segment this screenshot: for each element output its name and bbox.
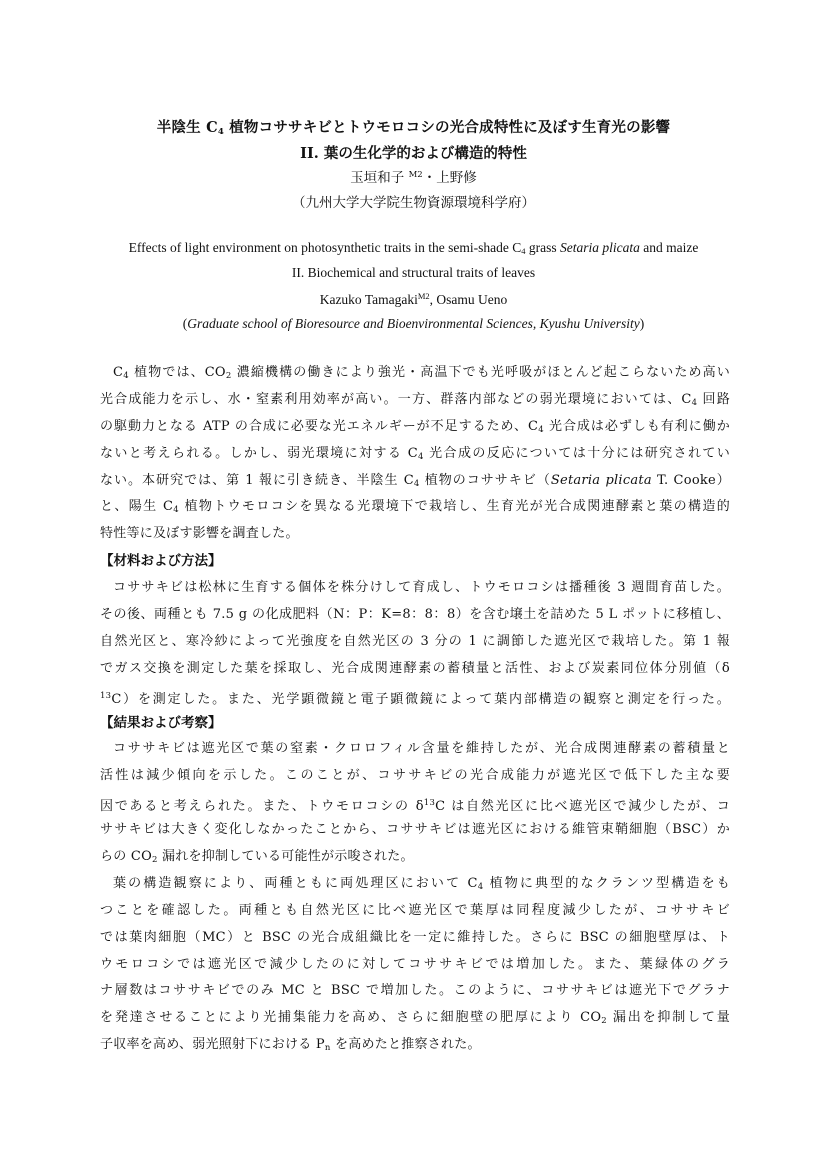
subscript: 2 <box>152 855 158 866</box>
text: ないと考えられる。しかし、弱光環境に対する C <box>100 445 418 461</box>
title-text: 半陰生 C <box>156 119 218 136</box>
methods-line: 自然光区と、寒冷紗によって光強度を自然光区の 3 分の 1 に調節した遮光区で栽培した。第 1 報 <box>100 633 730 649</box>
results-line: では葉肉細胞（MC）と BSC の光合成組織比を一定に維持した。さらに BSC の細胞壁厚は、ト <box>100 929 730 945</box>
text: C は自然光区に比べ遮光区で減少したが、コ <box>435 799 730 815</box>
author-name: , Osamu Ueno <box>429 292 508 307</box>
species-name: Setaria plicata <box>550 472 652 488</box>
text: 濃縮機構の働きにより強光・高温下でも光呼吸がほとんど起こらないため高い <box>231 365 730 380</box>
english-title-line-1 <box>60 240 767 256</box>
affiliation-text: Graduate school of Bioresource and Bioenvironmental Sciences, Kyushu University <box>187 316 640 331</box>
results-heading: 【結果および考察】 <box>100 714 222 731</box>
text: T. Cooke） <box>651 472 730 488</box>
text: の駆動力となる ATP の合成に必要な光エネルギーが不足するため、C <box>100 418 539 434</box>
subscript: 4 <box>521 246 526 256</box>
intro-line <box>100 414 730 441</box>
text: 植物トウモロコシを異なる光環境下で栽培し、生育光が光合成関連酵素と葉の構造的 <box>178 499 730 515</box>
intro-line <box>100 468 730 495</box>
methods-heading: 【材料および方法】 <box>100 553 222 570</box>
subscript: n <box>324 1043 331 1054</box>
title-text: and maize <box>639 240 699 255</box>
text: 植物に典型的なクランツ型構造をも <box>483 875 730 891</box>
text: と、陽生 C <box>100 499 174 515</box>
results-line <box>100 1032 730 1059</box>
intro-line <box>100 360 730 387</box>
text: 光合成は必ずしも有利に働か <box>543 418 730 434</box>
results-line <box>100 844 730 871</box>
text: 漏れを抑制している可能性が示唆された。 <box>157 849 414 865</box>
subscript: 2 <box>601 1016 607 1027</box>
text: 葉の構造観察により、両種ともに両処理区において C <box>113 875 478 891</box>
subscript: 4 <box>173 505 179 516</box>
text: 植物のコササキビ（ <box>419 472 551 488</box>
subscript: 4 <box>691 397 698 408</box>
text: 回路 <box>697 391 730 407</box>
intro-line: 特性等に及ぼす影響を調査した。 <box>100 526 299 542</box>
text: C）を測定した。また、光学顕微鏡と電子顕微鏡によって葉内部構造の観察と測定を行った。 <box>111 691 730 707</box>
subscript: 4 <box>217 127 224 137</box>
text: 光合成能力を示し、水・窒素利用効率が高い。一方、群落内部などの弱光環境においては、C <box>100 391 692 407</box>
english-title-line-2: II. Biochemical and structural traits of leaves <box>291 265 536 280</box>
paren: ) <box>639 316 645 331</box>
japanese-title-line-2: II. 葉の生化学的および構造的特性 <box>300 145 527 162</box>
text: 植物では、CO <box>128 365 226 380</box>
title-text: Effects of light environment on photosynthetic traits in the semi-shade C <box>128 240 522 255</box>
results-line <box>100 871 730 898</box>
results-line <box>100 1005 730 1032</box>
text: らの CO <box>100 849 152 865</box>
methods-line <box>100 683 730 710</box>
text: 光合成の反応については十分には研究されてい <box>423 445 730 461</box>
superscript: M2 <box>408 170 423 180</box>
subscript: 4 <box>123 371 129 381</box>
text: 因であると考えられた。また、トウモロコシの δ <box>100 799 424 815</box>
methods-line: でガス交換を測定した葉を採取し、光合成関連酵素の蓄積量と活性、および炭素同位体分別値（δ <box>100 660 730 676</box>
subscript: 2 <box>225 371 232 381</box>
methods-line: コササキビは松林に生育する個体を株分けして育成し、トウモロコシは播種後 3 週間育苗した。 <box>113 580 730 596</box>
author-name: 玉垣和子 <box>350 170 409 186</box>
paren: ( <box>182 316 188 331</box>
superscript: M2 <box>417 291 430 301</box>
text: 子収率を高め、弱光照射下における P <box>100 1037 325 1053</box>
title-text: grass <box>525 240 561 255</box>
text: ない。本研究では、第 1 報に引き続き、半陰生 C <box>100 472 414 488</box>
japanese-title-line-1 <box>60 116 767 137</box>
author-name: ・上野修 <box>422 170 477 186</box>
results-line: つことを確認した。両種とも自然光区に比べ遮光区で葉厚は同程度減少したが、コササキビ <box>100 902 730 918</box>
subscript: 4 <box>413 478 420 489</box>
results-line <box>100 790 730 817</box>
methods-line: その後、両種とも 7.5 g の化成肥料（N：P：K=8：8：8）を含む壌土を詰めた 5 L ポットに移植し、 <box>100 607 730 623</box>
english-authors <box>60 291 767 308</box>
japanese-affiliation: （九州大学大学院生物資源環境科学府） <box>292 195 535 211</box>
results-line: ウモロコシでは遮光区で減少したのに対してコササキビでは増加した。また、葉緑体のグラ <box>100 956 730 972</box>
intro-line <box>100 387 730 414</box>
results-line: コササキビは遮光区で葉の窒素・クロロフィル含量を維持したが、光合成関連酵素の蓄積量と <box>113 741 730 757</box>
text: C <box>113 365 124 380</box>
text: 漏出を抑制して量 <box>606 1010 730 1026</box>
subscript: 4 <box>417 451 424 462</box>
results-line: ナ層数はコササキビでのみ MC と BSC で増加した。このように、コササキビは遮光下でグラナ <box>100 983 730 999</box>
superscript: 13 <box>100 690 112 701</box>
results-line: 活性は減少傾向を示した。このことが、コササキビの光合成能力が遮光区で低下した主な要 <box>100 768 730 784</box>
body-text <box>100 360 730 1059</box>
results-line: ササキビは大きく変化しなかったことから、コササキビは遮光区における維管束鞘細胞（BSC）か <box>100 822 730 838</box>
subscript: 4 <box>538 424 544 435</box>
intro-line <box>100 441 730 468</box>
text: を高めたと推察された。 <box>330 1037 481 1053</box>
species-name: Setaria plicata <box>560 240 640 255</box>
english-affiliation <box>60 316 767 332</box>
subscript: 4 <box>477 881 484 892</box>
superscript: 13 <box>423 798 436 809</box>
intro-line <box>100 494 730 521</box>
text: を発達させることにより光捕集能力を高め、さらに細胞壁の肥厚により CO <box>100 1010 602 1026</box>
author-name: Kazuko Tamagaki <box>319 292 418 307</box>
japanese-authors <box>60 166 767 186</box>
title-text: 植物コササキビとトウモロコシの光合成特性に及ぼす生育光の影響 <box>223 119 671 136</box>
